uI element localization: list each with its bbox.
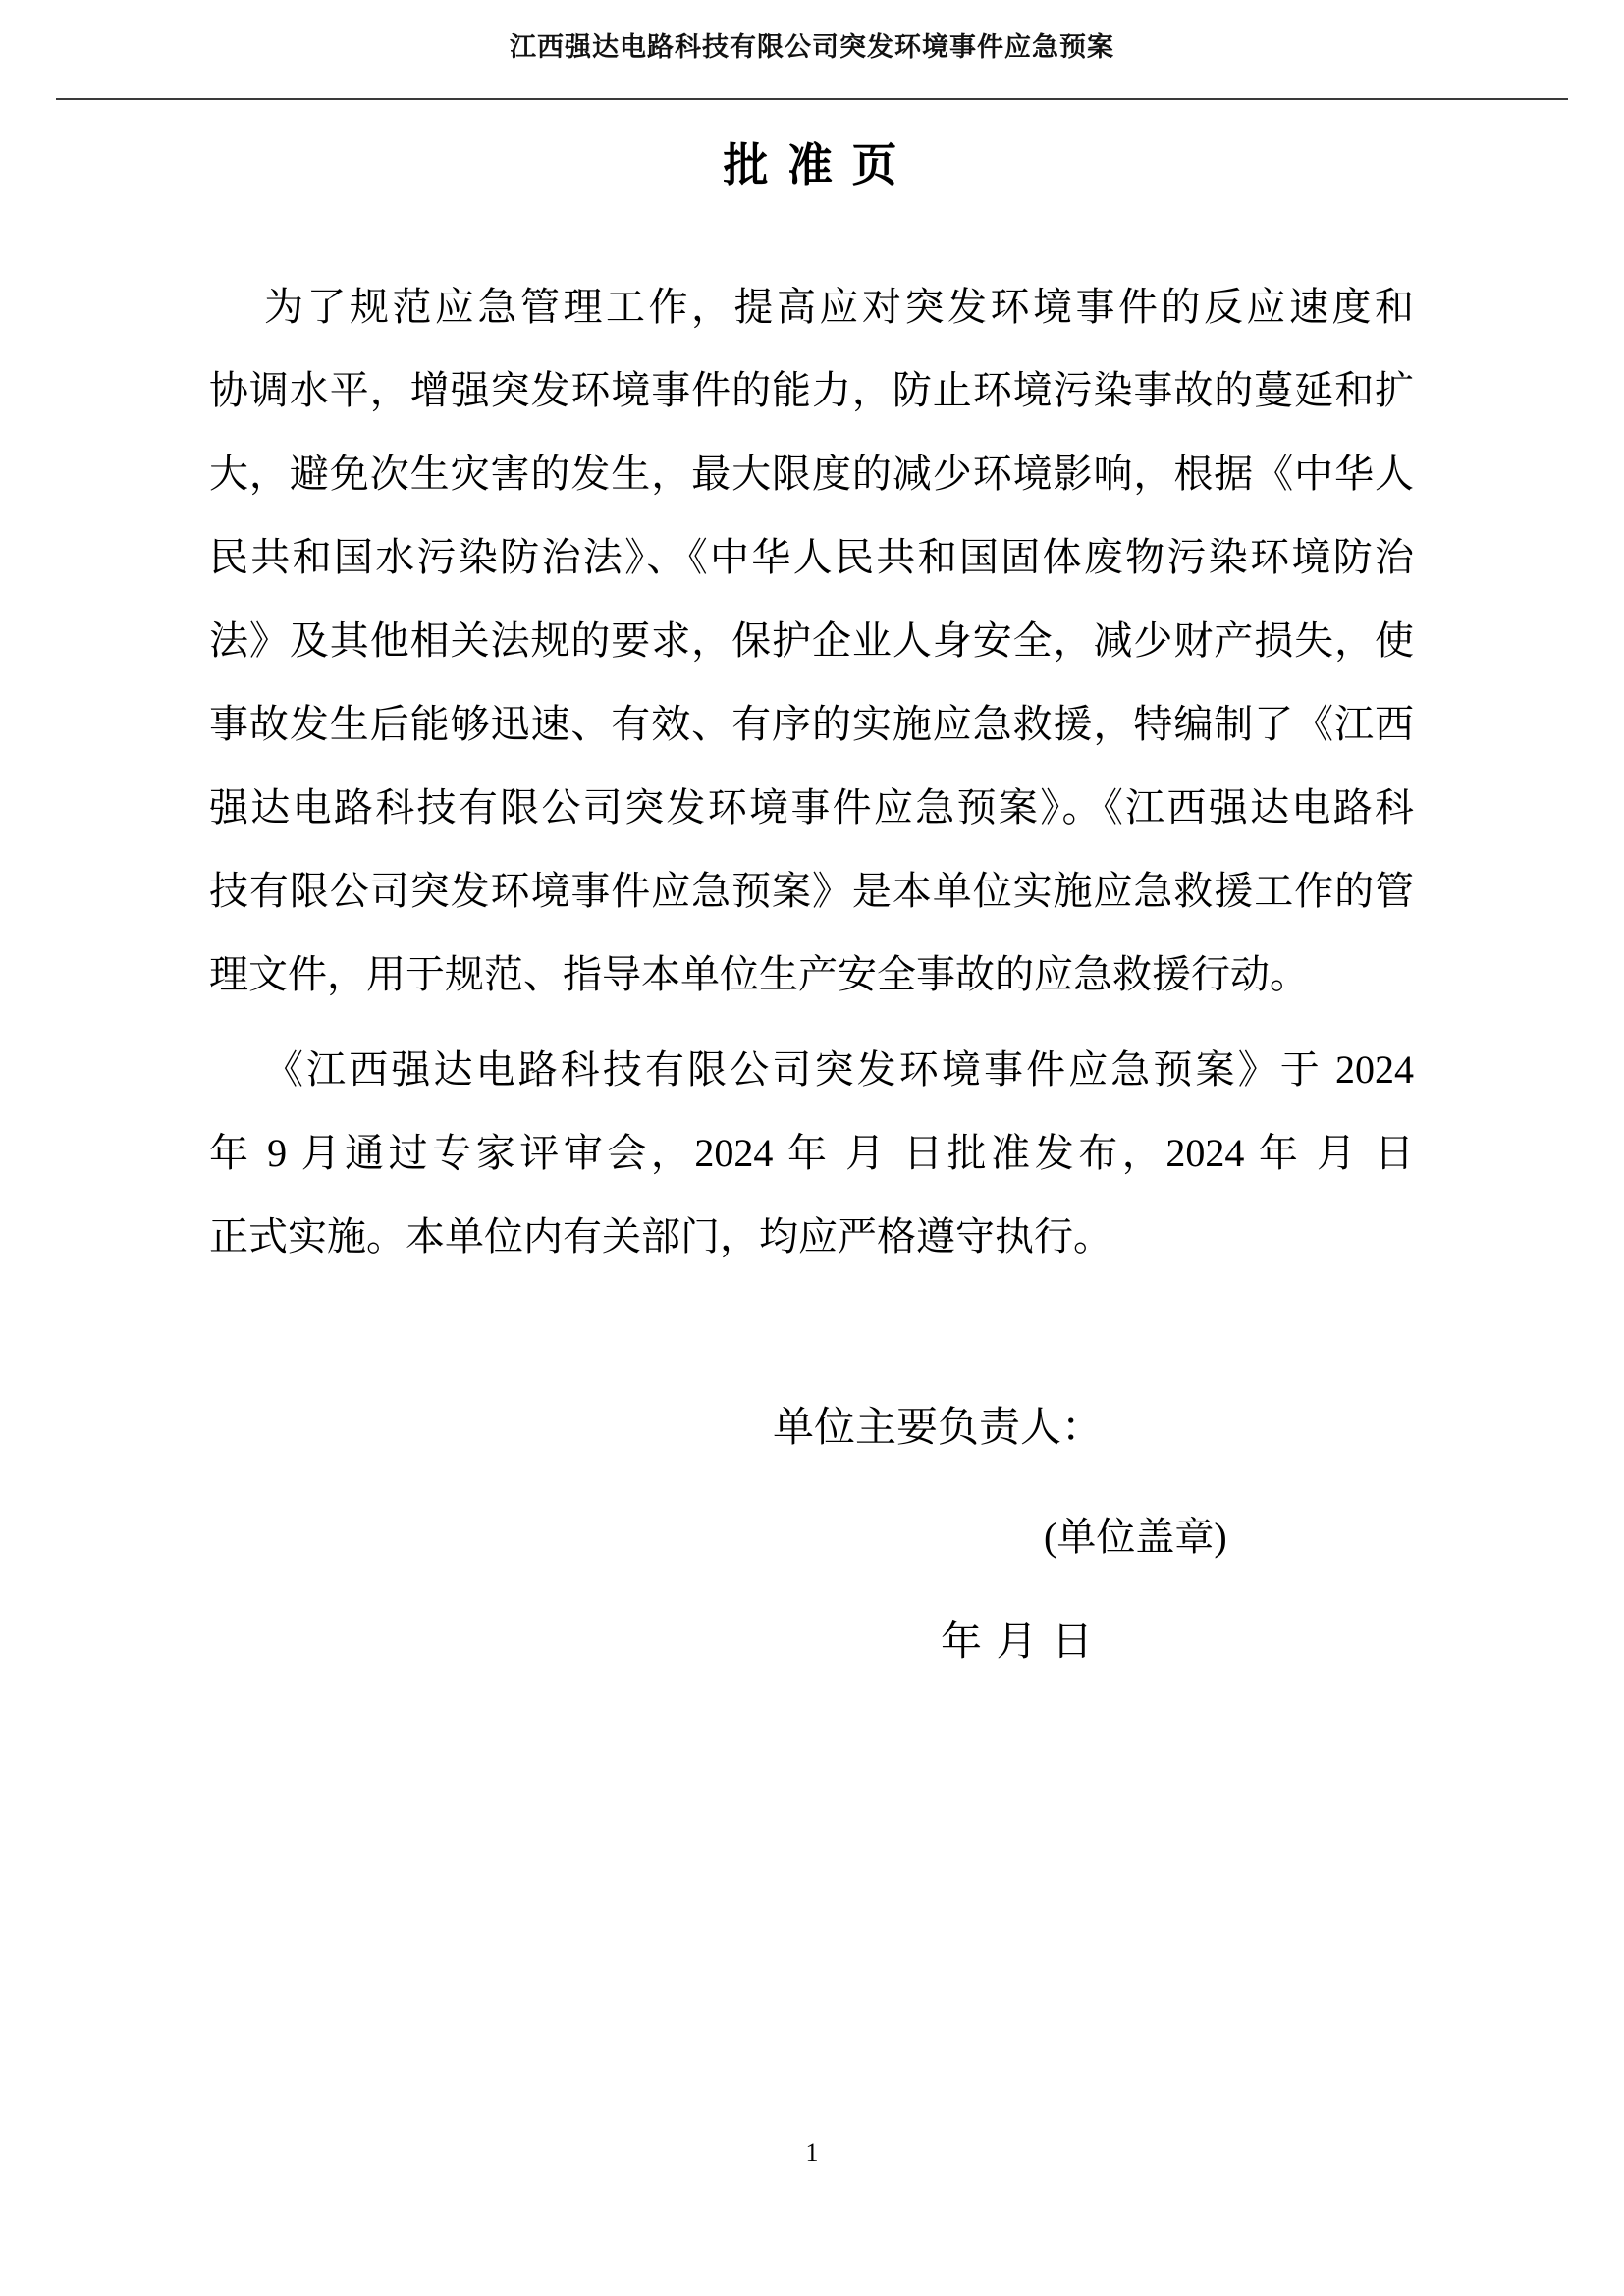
body-line: 为了规范应急管理工作，提高应对突发环境事件的反应速度和	[264, 285, 1414, 329]
body-line: 事故发生后能够迅速、有效、有序的实施应急救援，特编制了《江西	[209, 702, 1414, 746]
signature-date-placeholder: 年 月 日	[941, 1620, 1096, 1665]
page-number: 1	[805, 2138, 819, 2166]
body-line: 大，避免次生灾害的发生，最大限度的减少环境影响，根据《中华人	[209, 452, 1414, 496]
document-header-title: 江西强达电路科技有限公司突发环境事件应急预案	[510, 32, 1114, 62]
document-body	[209, 265, 1414, 1278]
body-line: 强达电路科技有限公司突发环境事件应急预案》。《江西强达电路科	[209, 785, 1414, 829]
header-divider-line	[56, 98, 1568, 100]
body-line: 年 9 月通过专家评审会，2024 年 月 日批准发布，2024 年 月 日	[209, 1131, 1414, 1175]
signature-responsible-person-label: 单位主要负责人：	[773, 1406, 1104, 1451]
paragraph-2	[209, 1028, 1414, 1278]
body-line: 理文件，用于规范、指导本单位生产安全事故的应急救援行动。	[209, 952, 1309, 996]
body-line: 技有限公司突发环境事件应急预案》是本单位实施应急救援工作的管	[209, 869, 1414, 913]
body-line: 正式实施。本单位内有关部门，均应严格遵守执行。	[209, 1214, 1112, 1258]
body-line: 协调水平，增强突发环境事件的能力，防止环境污染事故的蔓延和扩	[209, 368, 1414, 412]
page-title: 批 准 页	[723, 140, 901, 190]
paragraph-1	[209, 265, 1414, 1016]
body-line: 法》及其他相关法规的要求，保护企业人身安全，减少财产损失，使	[209, 618, 1414, 663]
signature-unit-seal-label: (单位盖章)	[1044, 1515, 1227, 1559]
body-line: 《江西强达电路科技有限公司突发环境事件应急预案》于 2024	[264, 1047, 1414, 1092]
body-line: 民共和国水污染防治法》、《中华人民共和国固体废物污染环境防治	[209, 535, 1414, 579]
